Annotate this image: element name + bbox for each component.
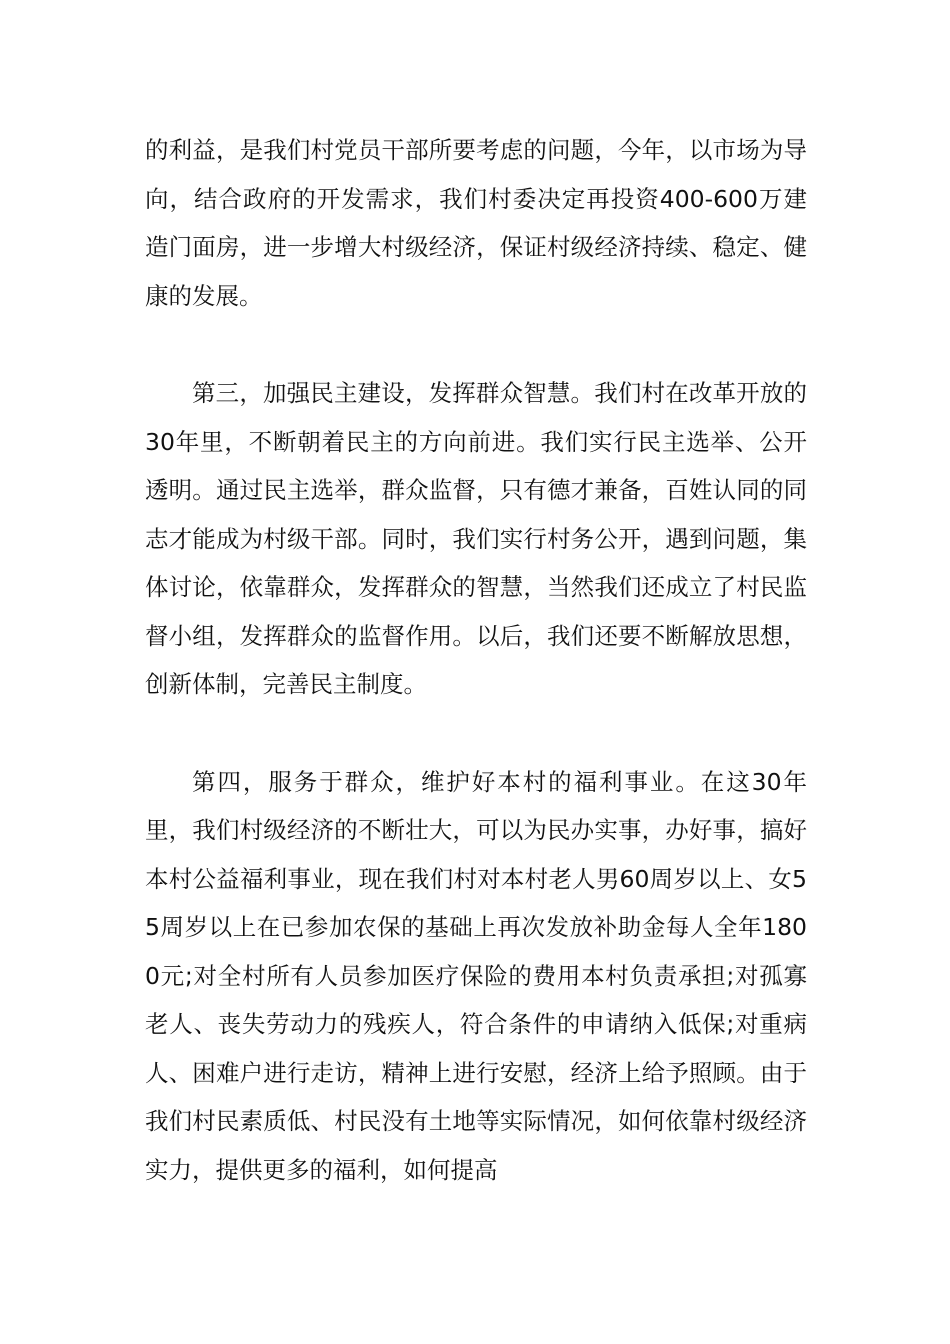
paragraph-section-four: 第四，服务于群众，维护好本村的福利事业。在这30年里，我们村级经济的不断壮大，可以为民办实事，办好事，搞好本村公益福利事业，现在我们村对本村老人男60周岁以上、女55周岁以上在已参加农保的基础上再次发放补助金每人全年1800元;对全村所有人员参加医疗保险的费用本村负责承担;对孤寡老人、丧失劳动力的残疾人，符合条件的申请纳入低保;对重病人、困难户进行走访，精神上进行安慰，经济上给予照顾。由于我们村民素质低、村民没有土地等实际情况，如何依靠村级经济实力，提供更多的福利，如何提高 — [145, 767, 807, 1184]
paragraph-section-three: 第三，加强民主建设，发挥群众智慧。我们村在改革开放的30年里，不断朝着民主的方向前进。我们实行民主选举、公开透明。通过民主选举，群众监督，只有德才兼备，百姓认同的同志才能成为村级干部。同时，我们实行村务公开，遇到问题，集体讨论，依靠群众，发挥群众的智慧，当然我们还成立了村民监督小组，发挥群众的监督作用。以后，我们还要不断解放思想，创新体制，完善民主制度。 — [145, 379, 807, 698]
document-body — [145, 126, 807, 1243]
paragraph-continuation: 的利益，是我们村党员干部所要考虑的问题，今年，以市场为导向，结合政府的开发需求，我们村委决定再投资400-600万建造门面房，进一步增大村级经济，保证村级经济持续、稳定、健康的发展。 — [145, 136, 807, 310]
